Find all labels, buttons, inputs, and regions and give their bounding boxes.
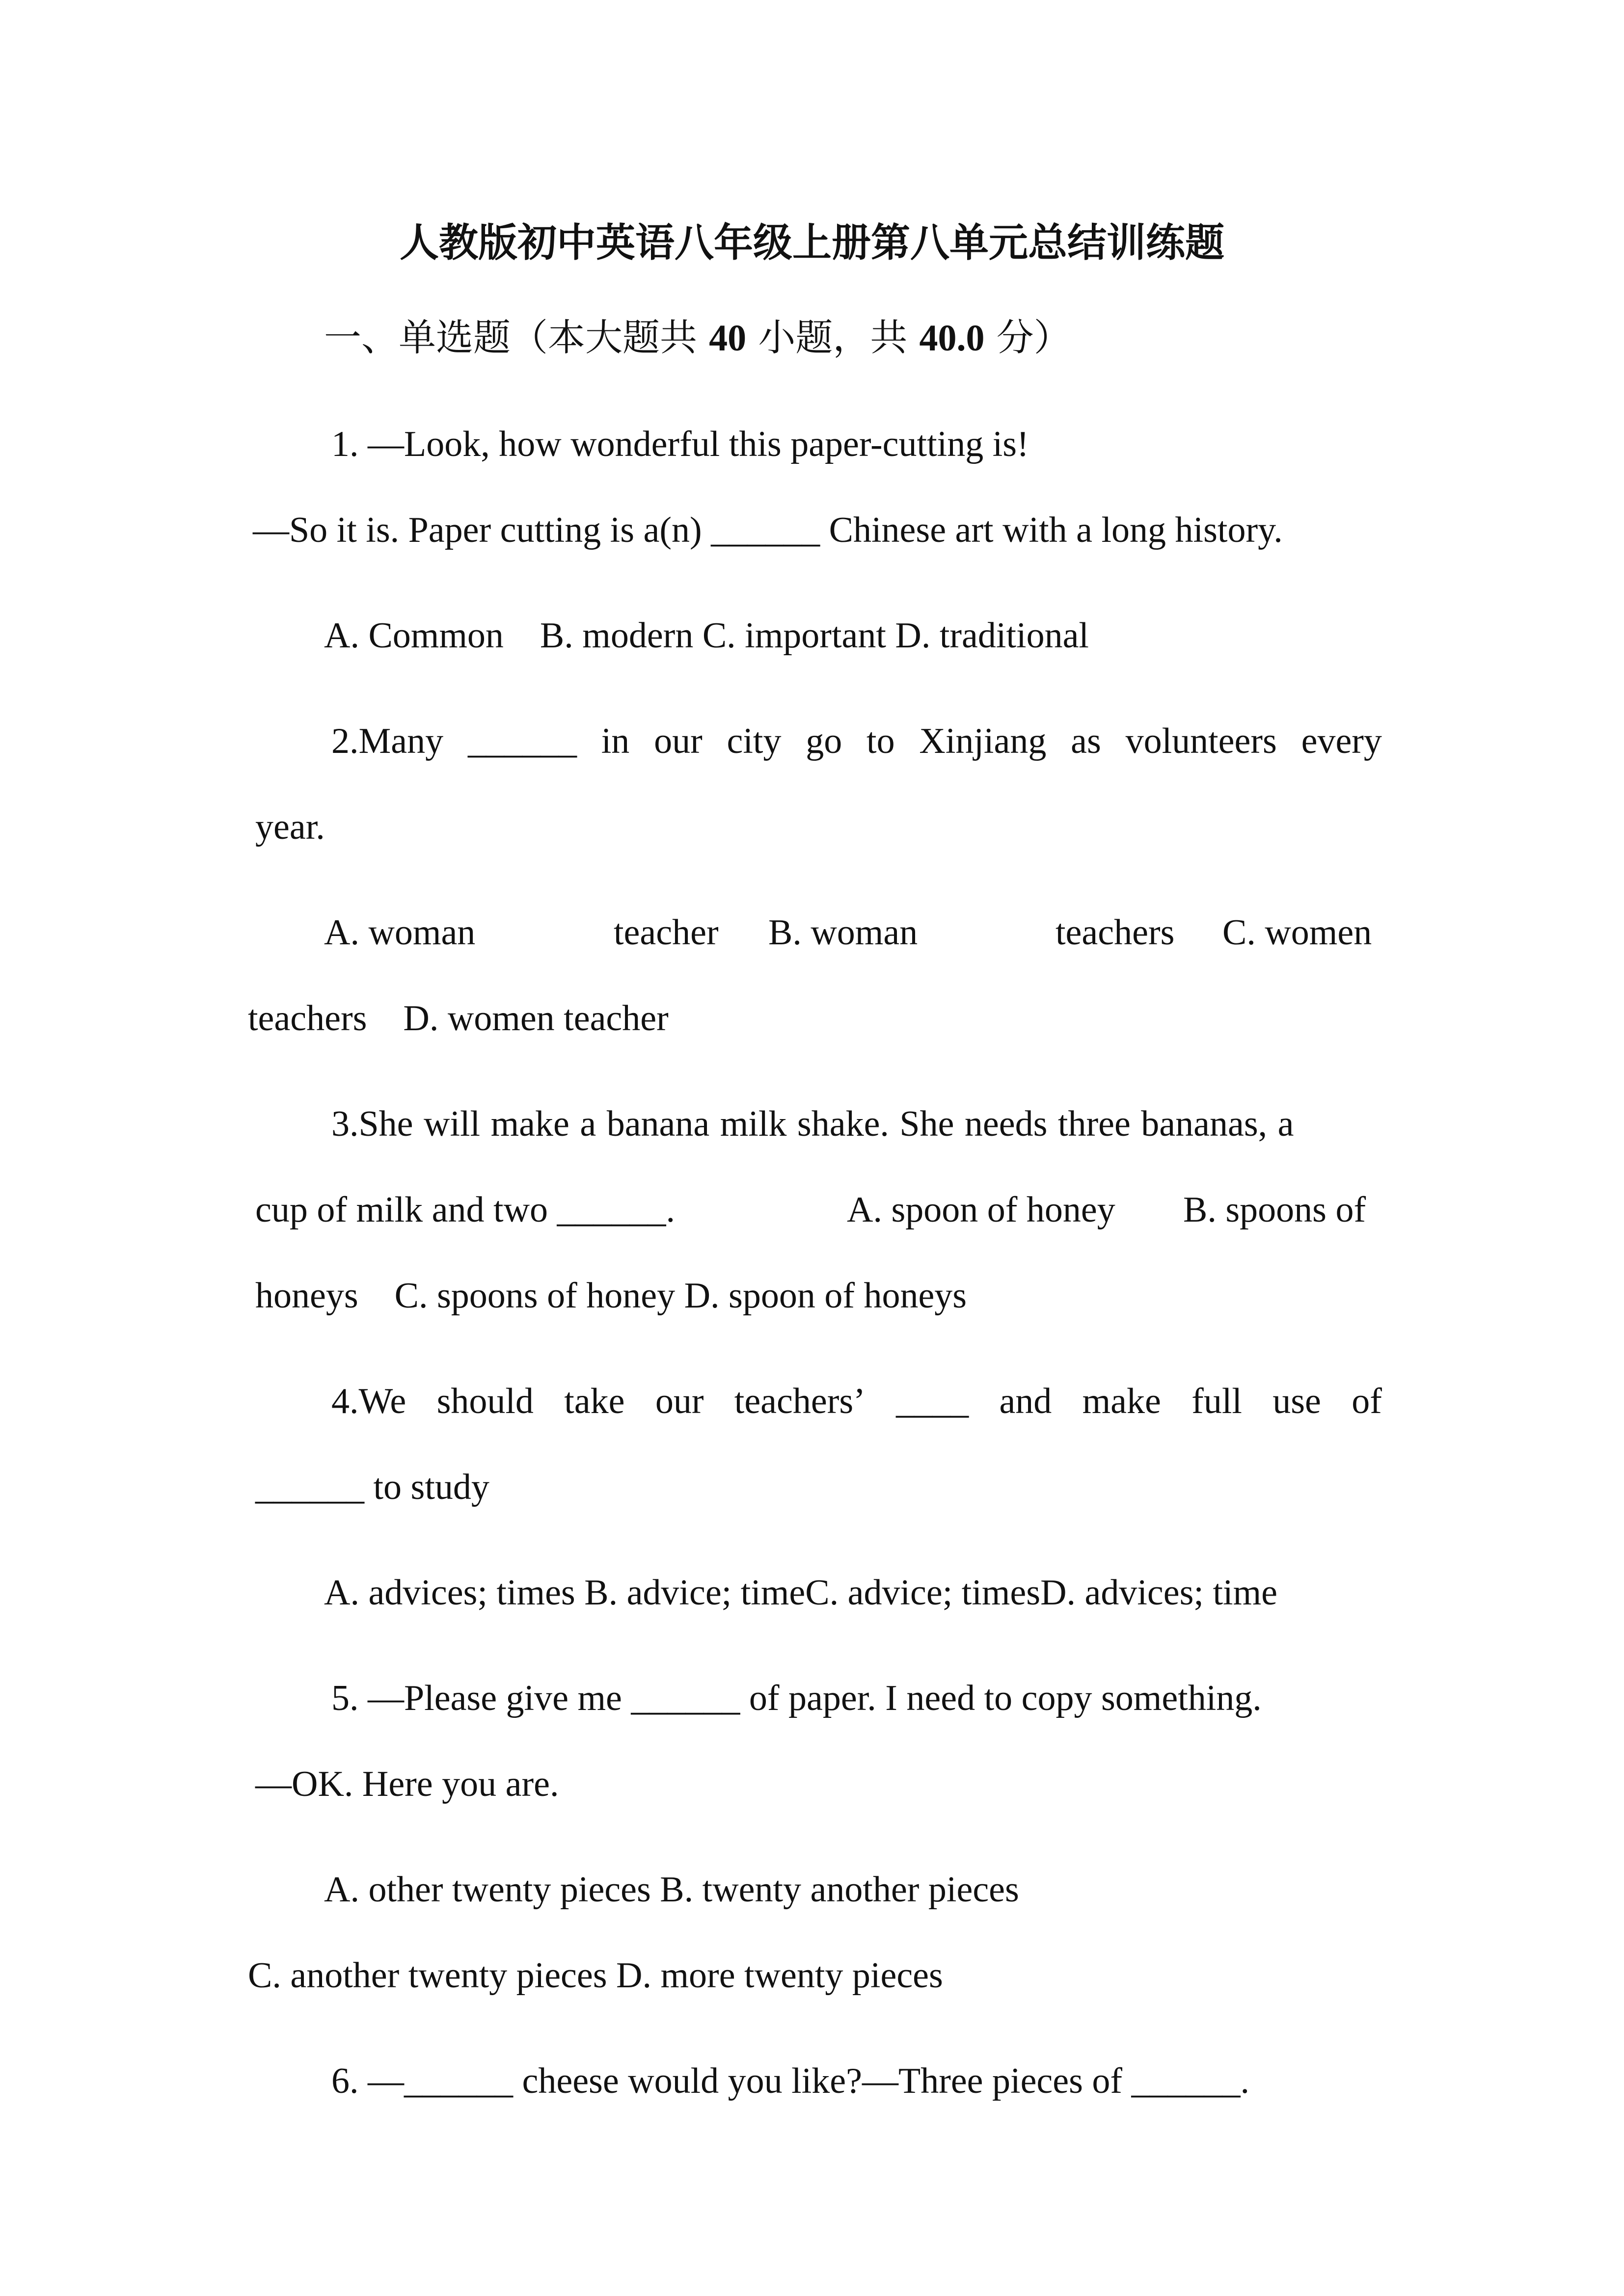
section-heading (324, 314, 1071, 362)
question-6-stem: 6. —______ cheese would you like?—Three pieces of ______. (331, 2061, 1250, 2101)
question-2-option-c: C. women (1222, 912, 1372, 953)
q4-word: should (436, 1381, 534, 1421)
total-score: 40.0 (919, 318, 985, 359)
question-2-line-4: teachers D. women teacher (248, 998, 669, 1039)
question-3-option-a: A. spoon of honey (847, 1190, 1115, 1230)
question-5-stem: 5. —Please give me ______ of paper. I need to copy something. (331, 1678, 1262, 1718)
question-2-option-b2: teachers (1056, 912, 1175, 953)
q2-word: every (1301, 721, 1382, 761)
q4-word: full (1191, 1381, 1242, 1421)
q4-word: teachers’ (734, 1381, 866, 1421)
question-5-line-2: —OK. Here you are. (255, 1764, 559, 1804)
q4-word: take (564, 1381, 625, 1421)
question-4-line-2: ______ to study (255, 1467, 489, 1507)
question-1-stem: 1. —Look, how wonderful this paper-cutting is! (331, 424, 1029, 464)
section-middle: 小题，共 (746, 316, 920, 359)
q2-word: Xinjiang (919, 721, 1047, 761)
q2-word: city (727, 721, 782, 761)
q2-word: as (1071, 721, 1101, 761)
question-5-options-1: A. other twenty pieces B. twenty another pieces (324, 1869, 1019, 1910)
q4-word: make (1082, 1381, 1161, 1421)
question-3-stem (331, 1102, 1382, 1146)
question-2-stem (331, 719, 1382, 763)
q2-blank: ______ (467, 721, 577, 761)
question-3-option-b: B. spoons of (1183, 1190, 1366, 1230)
question-2-line-2: year. (255, 807, 325, 847)
q2-word: volunteers (1125, 721, 1277, 761)
q4-blank: ____ (896, 1381, 969, 1421)
q4-word: our (655, 1381, 704, 1421)
q4-word: and (999, 1381, 1052, 1421)
q2-word: our (654, 721, 703, 761)
q4-word: 4.We (331, 1381, 406, 1421)
q2-word: go (806, 721, 842, 761)
q3-line-1: 3.She will make a banana milk shake. She needs three bananas, a (331, 1104, 1294, 1144)
q2-word: to (866, 721, 895, 761)
question-4-options: A. advices; times B. advice; timeC. advice; timesD. advices; time (324, 1573, 1277, 1613)
question-3-line-2a: cup of milk and two ______. (255, 1190, 676, 1230)
question-2-option-a2: teacher (614, 912, 719, 953)
question-5-options-2: C. another twenty pieces D. more twenty pieces (248, 1955, 943, 1996)
section-suffix: 分） (984, 316, 1071, 359)
question-2-option-b1: B. woman (768, 912, 918, 953)
q4-word: of (1352, 1381, 1382, 1421)
section-prefix: 一、单选题（本大题共 (324, 316, 709, 359)
question-4-stem (331, 1379, 1382, 1423)
document-title: 人教版初中英语八年级上册第八单元总结训练题 (400, 220, 1224, 266)
question-1-options: A. Common B. modern C. important D. traditional (324, 615, 1089, 656)
q4-word: use (1272, 1381, 1321, 1421)
question-2-option-a1: A. woman (324, 912, 476, 953)
question-1-line-2: —So it is. Paper cutting is a(n) ______ Chinese art with a long history. (253, 510, 1283, 550)
question-count: 40 (709, 318, 747, 359)
question-3-line-3: honeys C. spoons of honey D. spoon of honeys (255, 1276, 967, 1316)
q2-word: in (601, 721, 630, 761)
q2-word: 2.Many (331, 721, 444, 761)
